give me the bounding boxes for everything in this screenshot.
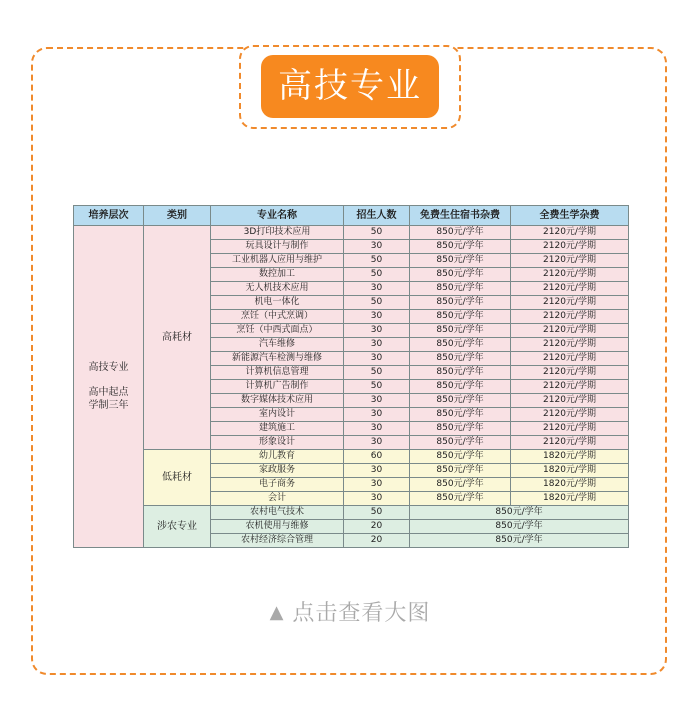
level-cell <box>74 226 144 548</box>
major-name-cell: 3D打印技术应用 <box>211 226 344 240</box>
triangle-up-icon: ▲ <box>269 602 285 623</box>
enrollment-cell: 60 <box>344 450 410 464</box>
fee-table[interactable] <box>73 205 629 548</box>
full-fee-cell: 2120元/学期 <box>511 254 629 268</box>
free-fee-cell: 850元/学年 <box>410 380 511 394</box>
table-row <box>74 450 629 464</box>
major-name-cell: 烹饪（中西式面点） <box>211 324 344 338</box>
major-name-cell: 农村电气技术 <box>211 506 344 520</box>
full-fee-cell: 2120元/学期 <box>511 268 629 282</box>
major-name-cell: 室内设计 <box>211 408 344 422</box>
free-fee-cell: 850元/学年 <box>410 268 511 282</box>
enrollment-cell: 30 <box>344 352 410 366</box>
full-fee-cell: 2120元/学期 <box>511 380 629 394</box>
full-fee-cell: 2120元/学期 <box>511 240 629 254</box>
enrollment-cell: 30 <box>344 422 410 436</box>
major-name-cell: 建筑施工 <box>211 422 344 436</box>
full-fee-cell: 2120元/学期 <box>511 408 629 422</box>
combined-fee-cell: 850元/学年 <box>410 506 629 520</box>
enrollment-cell: 50 <box>344 268 410 282</box>
free-fee-cell: 850元/学年 <box>410 492 511 506</box>
level-line-2: 高中起点 <box>88 387 129 398</box>
major-name-cell: 计算机信息管理 <box>211 366 344 380</box>
major-name-cell: 工业机器人应用与维护 <box>211 254 344 268</box>
combined-fee-cell: 850元/学年 <box>410 520 629 534</box>
free-fee-cell: 850元/学年 <box>410 366 511 380</box>
table-row <box>74 226 629 240</box>
free-fee-cell: 850元/学年 <box>410 422 511 436</box>
full-fee-cell: 2120元/学期 <box>511 422 629 436</box>
level-gap <box>74 374 143 386</box>
level-line-3: 学制三年 <box>88 400 129 411</box>
free-fee-cell: 850元/学年 <box>410 282 511 296</box>
enrollment-cell: 50 <box>344 380 410 394</box>
enrollment-cell: 50 <box>344 506 410 520</box>
header-major: 专业名称 <box>211 206 344 226</box>
major-name-cell: 数控加工 <box>211 268 344 282</box>
header-full-fee: 全费生学杂费 <box>511 206 629 226</box>
major-name-cell: 数字媒体技术应用 <box>211 394 344 408</box>
enrollment-cell: 30 <box>344 338 410 352</box>
enrollment-cell: 30 <box>344 464 410 478</box>
view-larger-link[interactable] <box>0 596 700 627</box>
full-fee-cell: 2120元/学期 <box>511 282 629 296</box>
enrollment-cell: 50 <box>344 226 410 240</box>
free-fee-cell: 850元/学年 <box>410 450 511 464</box>
full-fee-cell: 2120元/学期 <box>511 324 629 338</box>
major-name-cell: 机电一体化 <box>211 296 344 310</box>
major-name-cell: 电子商务 <box>211 478 344 492</box>
major-name-cell: 计算机广告制作 <box>211 380 344 394</box>
free-fee-cell: 850元/学年 <box>410 352 511 366</box>
major-name-cell: 新能源汽车检测与维修 <box>211 352 344 366</box>
enrollment-cell: 50 <box>344 254 410 268</box>
enrollment-cell: 20 <box>344 534 410 548</box>
enrollment-cell: 30 <box>344 310 410 324</box>
free-fee-cell: 850元/学年 <box>410 338 511 352</box>
level-line-1: 高技专业 <box>88 362 129 373</box>
full-fee-cell: 2120元/学期 <box>511 352 629 366</box>
view-larger-label: 点击查看大图 <box>292 601 431 626</box>
header-enrollment: 招生人数 <box>344 206 410 226</box>
category-cell: 高耗材 <box>144 226 211 450</box>
enrollment-cell: 30 <box>344 408 410 422</box>
enrollment-cell: 30 <box>344 240 410 254</box>
major-name-cell: 形象设计 <box>211 436 344 450</box>
free-fee-cell: 850元/学年 <box>410 240 511 254</box>
category-cell: 低耗材 <box>144 450 211 506</box>
full-fee-cell: 1820元/学期 <box>511 478 629 492</box>
free-fee-cell: 850元/学年 <box>410 254 511 268</box>
free-fee-cell: 850元/学年 <box>410 478 511 492</box>
enrollment-cell: 30 <box>344 436 410 450</box>
category-cell: 涉农专业 <box>144 506 211 548</box>
full-fee-cell: 2120元/学期 <box>511 394 629 408</box>
enrollment-cell: 50 <box>344 296 410 310</box>
full-fee-cell: 1820元/学期 <box>511 464 629 478</box>
enrollment-cell: 30 <box>344 394 410 408</box>
free-fee-cell: 850元/学年 <box>410 394 511 408</box>
full-fee-cell: 2120元/学期 <box>511 436 629 450</box>
full-fee-cell: 1820元/学期 <box>511 492 629 506</box>
major-name-cell: 农村经济综合管理 <box>211 534 344 548</box>
major-name-cell: 烹饪（中式烹调） <box>211 310 344 324</box>
header-free-fee: 免费生住宿书杂费 <box>410 206 511 226</box>
free-fee-cell: 850元/学年 <box>410 226 511 240</box>
free-fee-cell: 850元/学年 <box>410 310 511 324</box>
major-name-cell: 农机使用与维修 <box>211 520 344 534</box>
full-fee-cell: 2120元/学期 <box>511 366 629 380</box>
free-fee-cell: 850元/学年 <box>410 324 511 338</box>
free-fee-cell: 850元/学年 <box>410 464 511 478</box>
major-name-cell: 玩具设计与制作 <box>211 240 344 254</box>
page-title: 高技专业 <box>261 55 439 118</box>
full-fee-cell: 2120元/学期 <box>511 296 629 310</box>
full-fee-cell: 2120元/学期 <box>511 226 629 240</box>
enrollment-cell: 50 <box>344 366 410 380</box>
header-category: 类别 <box>144 206 211 226</box>
full-fee-cell: 1820元/学期 <box>511 450 629 464</box>
major-name-cell: 会计 <box>211 492 344 506</box>
header-level: 培养层次 <box>74 206 144 226</box>
free-fee-cell: 850元/学年 <box>410 296 511 310</box>
free-fee-cell: 850元/学年 <box>410 436 511 450</box>
table-row <box>74 506 629 520</box>
combined-fee-cell: 850元/学年 <box>410 534 629 548</box>
enrollment-cell: 30 <box>344 282 410 296</box>
enrollment-cell: 20 <box>344 520 410 534</box>
full-fee-cell: 2120元/学期 <box>511 310 629 324</box>
major-name-cell: 幼儿教育 <box>211 450 344 464</box>
enrollment-cell: 30 <box>344 492 410 506</box>
major-name-cell: 汽车维修 <box>211 338 344 352</box>
full-fee-cell: 2120元/学期 <box>511 338 629 352</box>
enrollment-cell: 30 <box>344 478 410 492</box>
major-name-cell: 家政服务 <box>211 464 344 478</box>
table-header-row <box>74 206 629 226</box>
major-name-cell: 无人机技术应用 <box>211 282 344 296</box>
free-fee-cell: 850元/学年 <box>410 408 511 422</box>
enrollment-cell: 30 <box>344 324 410 338</box>
